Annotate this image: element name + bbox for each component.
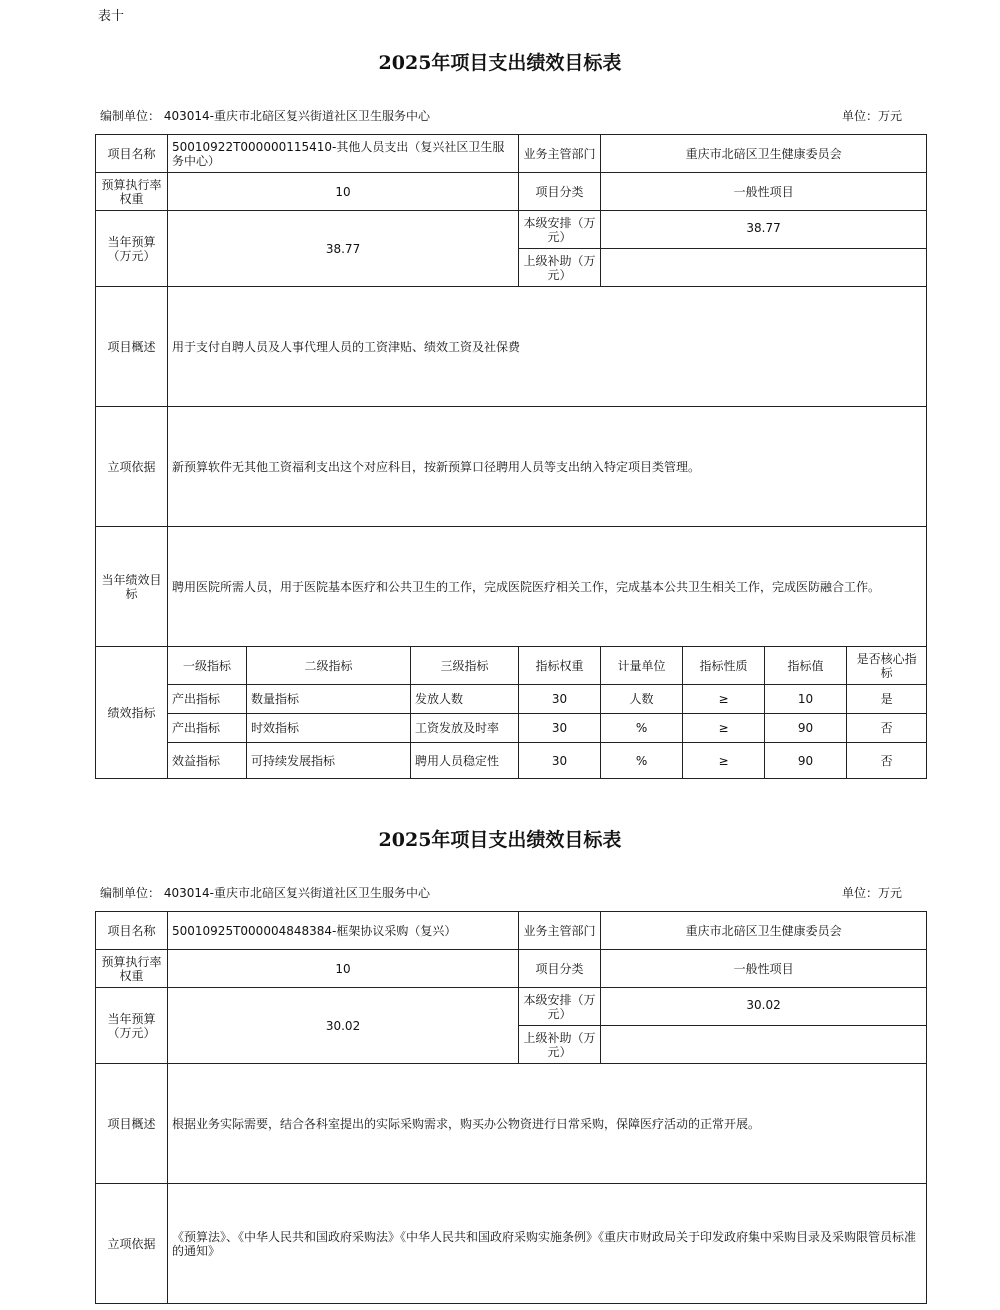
indicator-level3: 发放人数 <box>411 685 519 714</box>
indicator-row <box>96 714 927 743</box>
indicator-level3: 聘用人员稳定性 <box>411 743 519 779</box>
org-label: 编制单位： <box>100 109 161 123</box>
org-value: 403014-重庆市北碚区复兴街道社区卫生服务中心 <box>163 109 430 123</box>
indicator-level2: 数量指标 <box>247 685 411 714</box>
budget-label: 当年预算（万元） <box>96 211 168 287</box>
form-title: 2025年项目支出绩效目标表 <box>378 829 622 851</box>
category-label: 项目分类 <box>519 950 601 988</box>
indicator-header: 是否核心指标 <box>847 647 927 685</box>
upper-label: 上级补助（万元） <box>519 249 601 287</box>
weight-value: 10 <box>168 173 519 211</box>
org-line <box>100 884 430 901</box>
indicator-row <box>96 685 927 714</box>
indicator-header: 指标权重 <box>519 647 601 685</box>
indicator-level2: 时效指标 <box>247 714 411 743</box>
basis-label: 立项依据 <box>96 1184 168 1304</box>
indicator-header: 指标值 <box>765 647 847 685</box>
local-value: 30.02 <box>601 988 927 1026</box>
upper-value <box>601 249 927 287</box>
indicator-core: 是 <box>847 685 927 714</box>
indicator-header: 三级指标 <box>411 647 519 685</box>
local-label: 本级安排（万元） <box>519 211 601 249</box>
org-value: 403014-重庆市北碚区复兴街道社区卫生服务中心 <box>163 886 430 900</box>
weight-label: 预算执行率权重 <box>96 950 168 988</box>
indicator-unit: 人数 <box>601 685 683 714</box>
local-label: 本级安排（万元） <box>519 988 601 1026</box>
indicator-level1: 效益指标 <box>168 743 247 779</box>
indicator-value: 10 <box>765 685 847 714</box>
indicator-weight: 30 <box>519 714 601 743</box>
performance-table <box>95 911 927 1304</box>
indicator-header: 二级指标 <box>247 647 411 685</box>
indicator-header: 计量单位 <box>601 647 683 685</box>
budget-value: 30.02 <box>168 988 519 1064</box>
org-label: 编制单位： <box>100 886 161 900</box>
indicator-unit: % <box>601 743 683 779</box>
budget-value: 38.77 <box>168 211 519 287</box>
indicator-nature: ≥ <box>683 743 765 779</box>
dept-label: 业务主管部门 <box>519 912 601 950</box>
overview-text: 根据业务实际需要，结合各科室提出的实际采购需求，购买办公物资进行日常采购，保障医疗活动的正常开展。 <box>168 1064 927 1184</box>
category-value: 一般性项目 <box>601 950 927 988</box>
category-value: 一般性项目 <box>601 173 927 211</box>
basis-text: 《预算法》、《中华人民共和国政府采购法》《中华人民共和国政府采购实施条例》《重庆市财政局关于印发政府集中采购目录及采购限管员标准的通知》 <box>168 1184 927 1304</box>
project-name: 50010922T000000115410-其他人员支出（复兴社区卫生服务中心） <box>168 135 519 173</box>
dept-label: 业务主管部门 <box>519 135 601 173</box>
local-value: 38.77 <box>601 211 927 249</box>
indicator-unit: % <box>601 714 683 743</box>
project-name-label: 项目名称 <box>96 912 168 950</box>
overview-label: 项目概述 <box>96 287 168 407</box>
indicator-core: 否 <box>847 714 927 743</box>
form-title: 2025年项目支出绩效目标表 <box>378 52 622 74</box>
indicator-nature: ≥ <box>683 714 765 743</box>
indicator-row <box>96 743 927 779</box>
budget-label: 当年预算（万元） <box>96 988 168 1064</box>
page-label: 表十 <box>98 9 125 24</box>
indicator-weight: 30 <box>519 743 601 779</box>
project-name-label: 项目名称 <box>96 135 168 173</box>
indicator-core: 否 <box>847 743 927 779</box>
indicator-header: 一级指标 <box>168 647 247 685</box>
org-line <box>100 107 430 124</box>
indicator-level1: 产出指标 <box>168 685 247 714</box>
indicator-value: 90 <box>765 714 847 743</box>
indicators-label: 绩效指标 <box>96 647 168 779</box>
upper-value <box>601 1026 927 1064</box>
overview-label: 项目概述 <box>96 1064 168 1184</box>
basis-text: 新预算软件无其他工资福利支出这个对应科目，按新预算口径聘用人员等支出纳入特定项目类管理。 <box>168 407 927 527</box>
performance-table <box>95 134 927 779</box>
weight-label: 预算执行率权重 <box>96 173 168 211</box>
indicator-nature: ≥ <box>683 685 765 714</box>
dept-value: 重庆市北碚区卫生健康委员会 <box>601 912 927 950</box>
project-name: 50010925T000004848384-框架协议采购（复兴） <box>168 912 519 950</box>
unit-label: 单位：万元 <box>841 886 902 900</box>
category-label: 项目分类 <box>519 173 601 211</box>
indicator-level3: 工资发放及时率 <box>411 714 519 743</box>
goal-text: 聘用医院所需人员，用于医院基本医疗和公共卫生的工作，完成医院医疗相关工作，完成基本公共卫生相关工作，完成医防融合工作。 <box>168 527 927 647</box>
indicator-level2: 可持续发展指标 <box>247 743 411 779</box>
dept-value: 重庆市北碚区卫生健康委员会 <box>601 135 927 173</box>
basis-label: 立项依据 <box>96 407 168 527</box>
upper-label: 上级补助（万元） <box>519 1026 601 1064</box>
overview-text: 用于支付自聘人员及人事代理人员的工资津贴、绩效工资及社保费 <box>168 287 927 407</box>
indicator-value: 90 <box>765 743 847 779</box>
unit-label: 单位：万元 <box>841 109 902 123</box>
indicator-level1: 产出指标 <box>168 714 247 743</box>
indicator-header: 指标性质 <box>683 647 765 685</box>
indicator-weight: 30 <box>519 685 601 714</box>
goal-label: 当年绩效目标 <box>96 527 168 647</box>
weight-value: 10 <box>168 950 519 988</box>
